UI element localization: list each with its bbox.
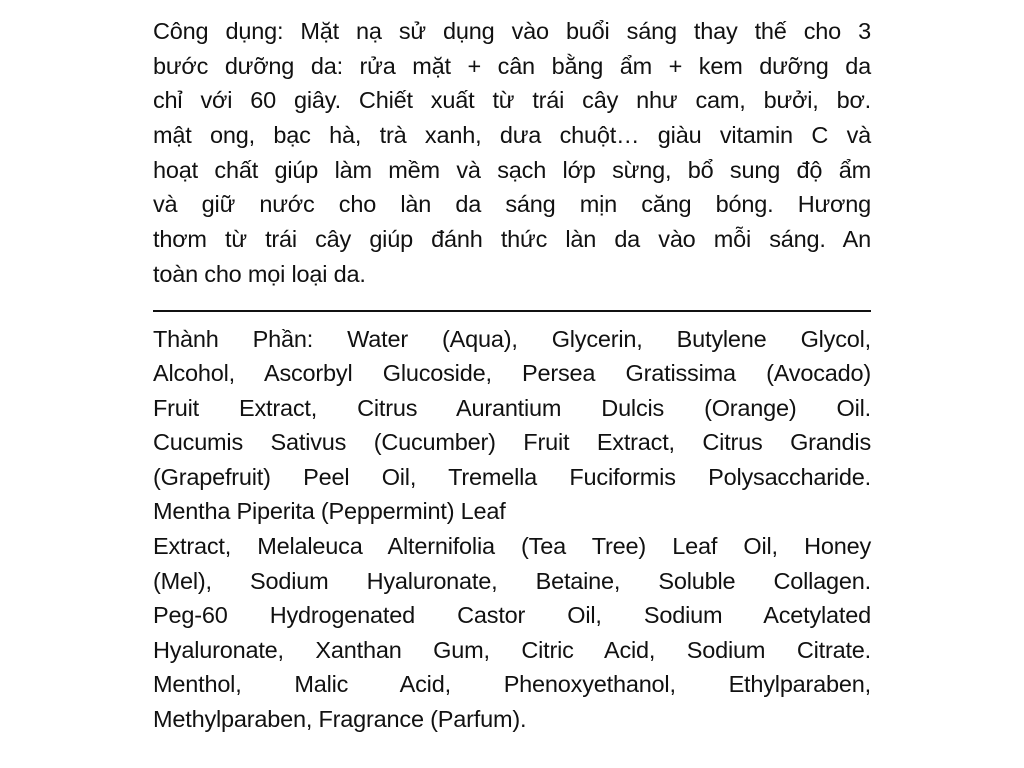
ingredients-line: Methylparaben, Fragrance (Parfum). xyxy=(153,706,527,733)
ingredients-line: Extract, Melaleuca Alternifolia (Tea Tree) Leaf Oil, Honey xyxy=(153,533,871,560)
usage-line: thơm từ trái cây giúp đánh thức làn da vào mỗi sáng. An xyxy=(153,226,871,253)
ingredients-section xyxy=(153,322,871,737)
section-divider xyxy=(153,310,871,312)
ingredients-line: Peg-60 Hydrogenated Castor Oil, Sodium Acetylated xyxy=(153,602,871,629)
usage-line: toàn cho mọi loại da. xyxy=(153,260,366,287)
ingredients-line: Mentha Piperita (Peppermint) Leaf xyxy=(153,498,506,525)
ingredients-line: Alcohol, Ascorbyl Glucoside, Persea Gratissima (Avocado) xyxy=(153,360,871,387)
usage-line: và giữ nước cho làn da sáng mịn căng bóng. Hương xyxy=(153,191,871,218)
usage-section xyxy=(153,14,871,292)
ingredients-line: (Mel), Sodium Hyaluronate, Betaine, Soluble Collagen. xyxy=(153,567,871,594)
usage-line: hoạt chất giúp làm mềm và sạch lớp sừng, bổ sung độ ẩm xyxy=(153,156,871,183)
ingredients-line: (Grapefruit) Peel Oil, Tremella Fuciformis Polysaccharide. xyxy=(153,463,871,490)
ingredients-line: Thành Phần: Water (Aqua), Glycerin, Butylene Glycol, xyxy=(153,325,871,352)
ingredients-line: Menthol, Malic Acid, Phenoxyethanol, Ethylparaben, xyxy=(153,671,871,698)
usage-line: bước dưỡng da: rửa mặt + cân bằng ẩm + kem dưỡng da xyxy=(153,52,871,79)
ingredients-line: Fruit Extract, Citrus Aurantium Dulcis (Orange) Oil. xyxy=(153,394,871,421)
ingredients-line: Hyaluronate, Xanthan Gum, Citric Acid, Sodium Citrate. xyxy=(153,636,871,663)
usage-line: mật ong, bạc hà, trà xanh, dưa chuột… giàu vitamin C và xyxy=(153,122,871,149)
usage-line: chỉ với 60 giây. Chiết xuất từ trái cây như cam, bưởi, bơ. xyxy=(153,87,871,114)
ingredients-line: Cucumis Sativus (Cucumber) Fruit Extract, Citrus Grandis xyxy=(153,429,871,456)
usage-line: Công dụng: Mặt nạ sử dụng vào buổi sáng thay thế cho 3 xyxy=(153,18,871,44)
product-label-document xyxy=(153,14,871,737)
